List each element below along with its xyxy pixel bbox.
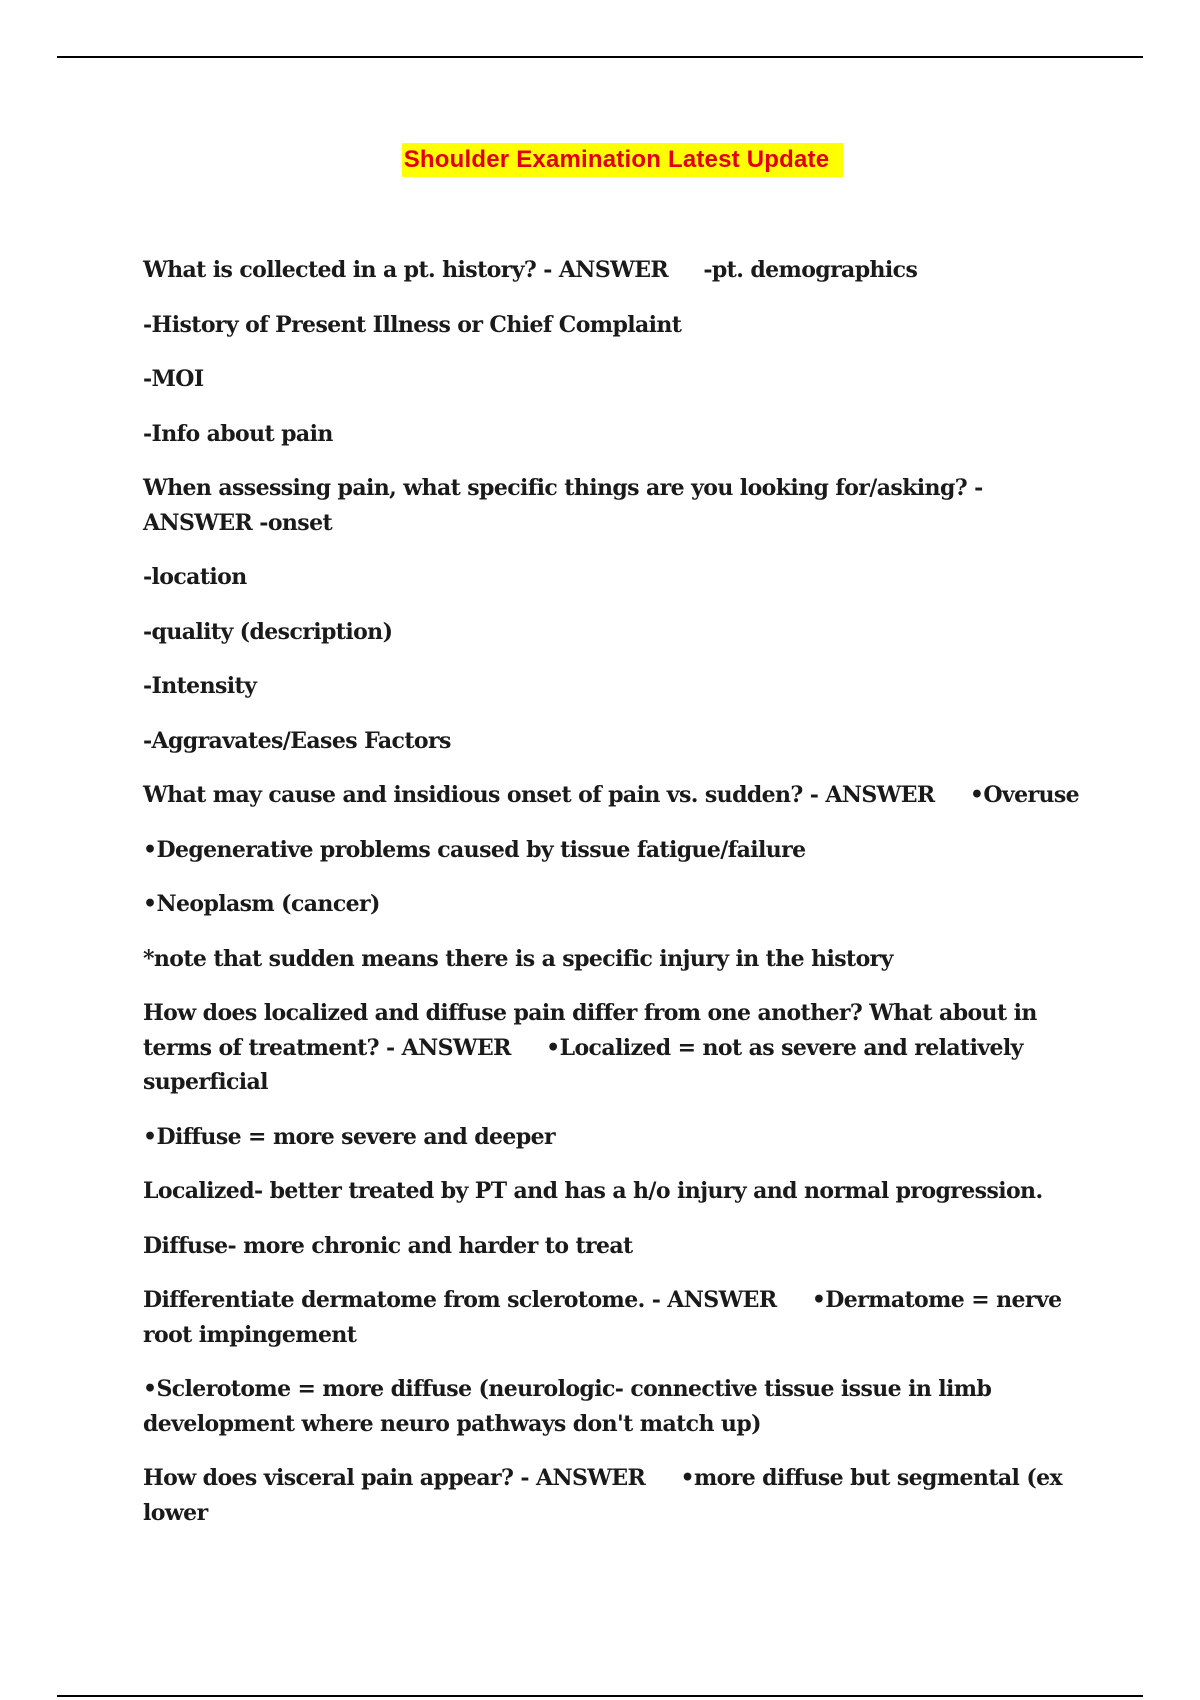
document-title: Shoulder Examination Latest Update [402,143,844,177]
header-rule [57,56,1143,58]
title-container [0,143,1200,177]
paragraph: When assessing pain, what specific things are you looking for/asking? - ANSWER -onset [143,475,990,536]
paragraph: Differentiate dermatome from sclerotome. - ANSWER •Dermatome = nerve root impingement [143,1287,1069,1348]
paragraph: -location [143,564,247,590]
document-body [143,253,1093,1550]
paragraph: •Degenerative problems caused by tissue fatigue/failure [143,836,806,863]
paragraph: -Aggravates/Eases Factors [143,727,451,754]
paragraph: What is collected in a pt. history? - ANSWER -pt. demographics [143,257,918,283]
paragraph: -Intensity [143,673,257,699]
footer-rule [57,1695,1143,1697]
paragraph: -History of Present Illness or Chief Complaint [143,311,682,338]
paragraph: Diffuse- more chronic and harder to treat [143,1232,633,1259]
paragraph: *note that sudden means there is a specific injury in the history [143,945,893,972]
paragraph: What may cause and insidious onset of pain vs. sudden? - ANSWER •Overuse [143,782,1080,808]
paragraph: •Sclerotome = more diffuse (neurologic- connective tissue issue in limb development where neuro pathways don't match up) [143,1376,999,1437]
paragraph: -MOI [143,366,204,392]
paragraph: -quality (description) [143,618,393,645]
paragraph: •Neoplasm (cancer) [143,891,380,917]
paragraph: Localized- better treated by PT and has a h/o injury and normal progression. [143,1178,1043,1204]
paragraph: How does localized and diffuse pain differ from one another? What about in terms of treatment? - ANSWER •Localized = not as severe and relatively superficial [143,1000,1044,1095]
paragraph: •Diffuse = more severe and deeper [143,1123,556,1150]
paragraph: How does visceral pain appear? - ANSWER •more diffuse but segmental (ex lower [143,1465,1070,1526]
paragraph: -Info about pain [143,420,333,447]
